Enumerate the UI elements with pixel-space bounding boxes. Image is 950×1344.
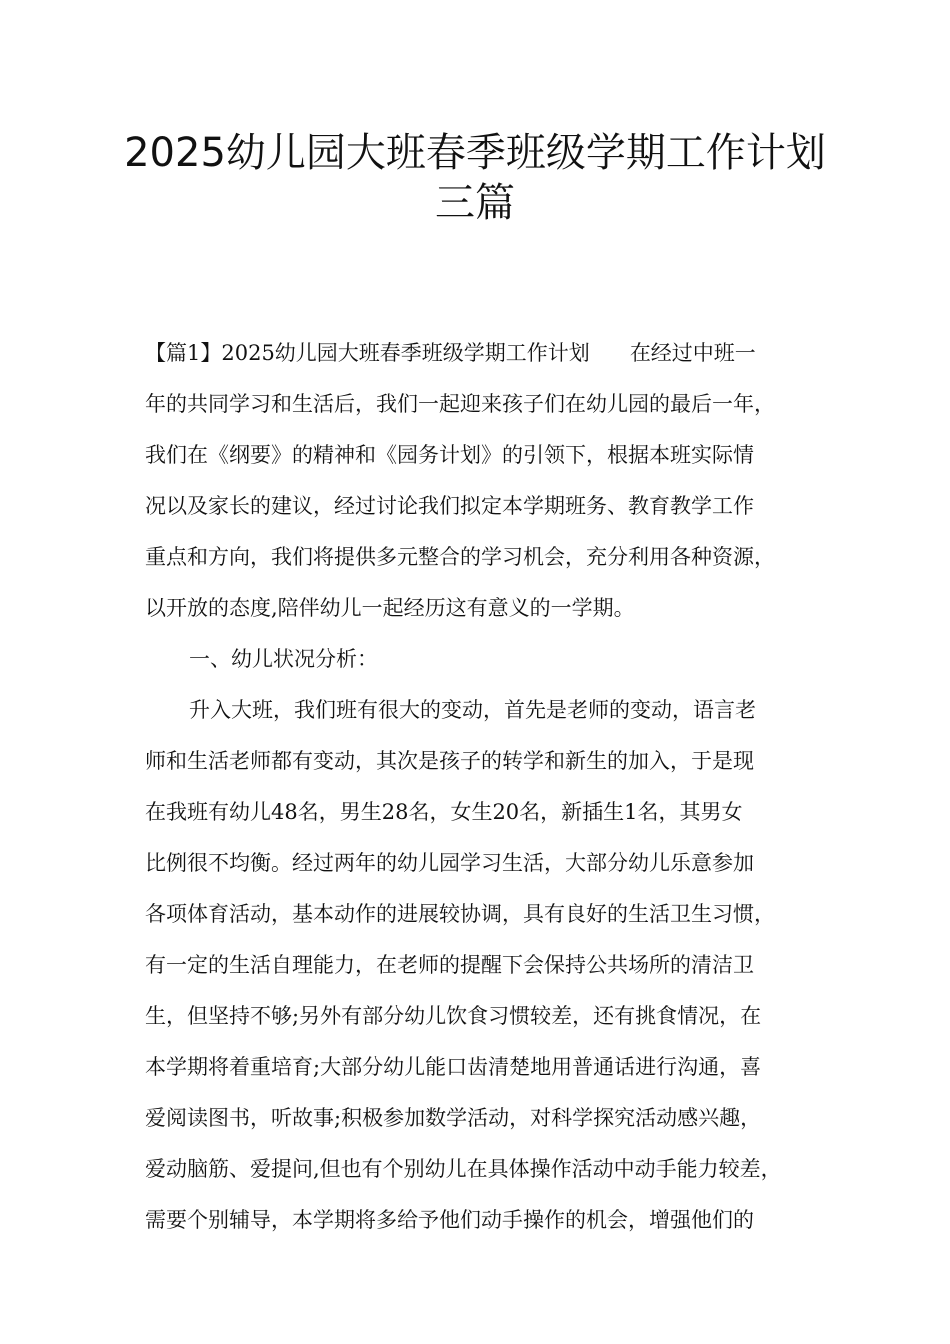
- paragraph-line: 爱阅读图书，听故事;积极参加数学活动，对科学探究活动感兴趣，: [145, 1106, 762, 1130]
- paragraph-line: 【篇1】2025幼儿园大班春季班级学期工作计划 在经过中班一: [145, 341, 756, 365]
- document-title: [100, 128, 850, 228]
- paragraph-line: 比例很不均衡。经过两年的幼儿园学习生活，大部分幼儿乐意参加: [145, 851, 754, 875]
- paragraph-line: 升入大班，我们班有很大的变动，首先是老师的变动，语言老: [189, 698, 756, 722]
- analysis-paragraph: [145, 685, 825, 1246]
- title-line-1: 2025幼儿园大班春季班级学期工作计划: [124, 130, 826, 176]
- paragraph-line: 重点和方向，我们将提供多元整合的学习机会，充分利用各种资源，: [145, 545, 775, 569]
- intro-paragraph: [145, 328, 825, 634]
- paragraph-line: 师和生活老师都有变动，其次是孩子的转学和新生的加入，于是现: [145, 749, 754, 773]
- paragraph-line: 年的共同学习和生活后，我们一起迎来孩子们在幼儿园的最后一年，: [145, 392, 775, 416]
- title-line-2: 三篇: [435, 180, 515, 226]
- paragraph-line: 本学期将着重培育;大部分幼儿能口齿清楚地用普通话进行沟通，喜: [145, 1055, 762, 1079]
- paragraph-line: 生，但坚持不够;另外有部分幼儿饮食习惯较差，还有挑食情况，在: [145, 1004, 762, 1028]
- paragraph-line: 需要个别辅导，本学期将多给予他们动手操作的机会，增强他们的: [145, 1208, 754, 1232]
- paragraph-line: 各项体育活动，基本动作的进展较协调，具有良好的生活卫生习惯，: [145, 902, 775, 926]
- paragraph-line: 以开放的态度,陪伴幼儿一起经历这有意义的一学期。: [145, 596, 635, 620]
- section-heading-text: 一、幼儿状况分析：: [189, 647, 378, 671]
- section-heading: [145, 634, 825, 685]
- document-body: [145, 328, 825, 1246]
- paragraph-line: 在我班有幼儿48名，男生28名，女生20名，新插生1名，其男女: [145, 800, 743, 824]
- chapter-heading: 【篇1】2025幼儿园大班春季班级学期工作计划: [145, 341, 590, 365]
- paragraph-line: 有一定的生活自理能力，在老师的提醒下会保持公共场所的清洁卫: [145, 953, 754, 977]
- paragraph-line: 况以及家长的建议，经过讨论我们拟定本学期班务、教育教学工作: [145, 494, 754, 518]
- paragraph-line: 爱动脑筋、爱提问,但也有个别幼儿在具体操作活动中动手能力较差，: [145, 1157, 782, 1181]
- paragraph-line: 我们在《纲要》的精神和《园务计划》的引领下，根据本班实际情: [145, 443, 754, 467]
